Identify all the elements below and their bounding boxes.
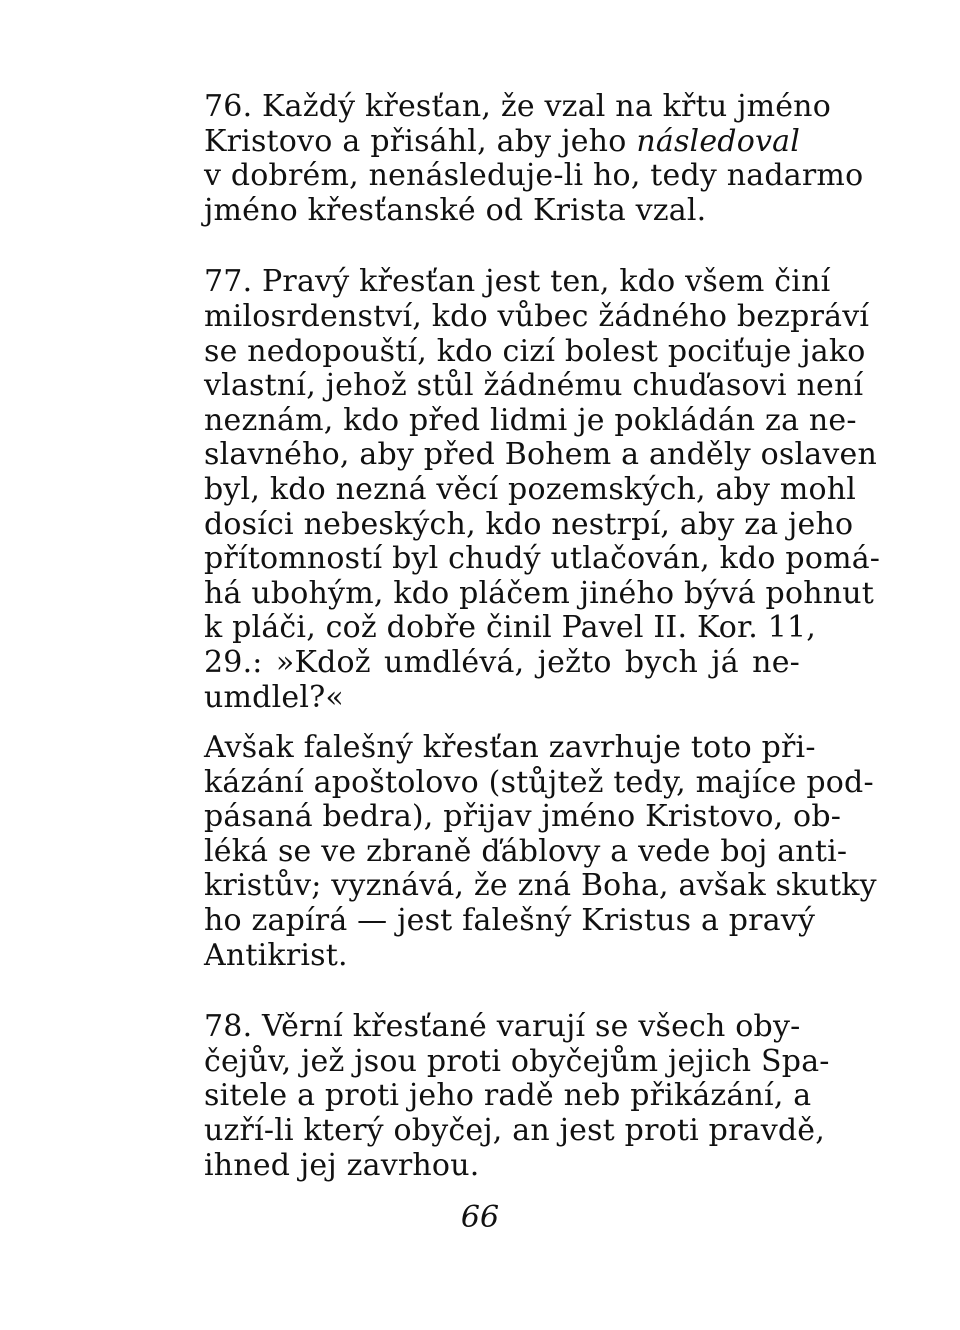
- text-line: há ubohým, kdo pláčem jiného bývá pohnut: [204, 575, 875, 611]
- text-line: přítomností byl chudý utlačován, kdo pomá-: [204, 541, 881, 577]
- page-text-column: [158, 89, 881, 1183]
- text-line: milosrdenství, kdo vůbec žádného bezpráví: [204, 298, 870, 334]
- text-line: kristův; vyznává, že zná Boha, avšak skutky: [204, 868, 877, 904]
- text-line: 76. Každý křesťan, že vzal na křtu jméno: [204, 89, 831, 124]
- text-line: kázání apoštolovo (stůjtež tedy, majíce pod-: [204, 764, 874, 800]
- paragraph-avsak: [158, 730, 877, 973]
- text-line: umdlel?«: [204, 679, 344, 715]
- text-line: ihned jej zavrhou.: [204, 1147, 480, 1183]
- text-line: Kristovo a přisáhl, aby jeho následoval: [204, 123, 800, 159]
- text-line: v dobrém, nenásleduje-li ho, tedy nadarmo: [204, 158, 864, 194]
- text-line: ho zapírá — jest falešný Kristus a pravý: [204, 903, 816, 939]
- paragraph-77: [158, 264, 881, 715]
- text-line: Antikrist.: [204, 937, 348, 973]
- paragraph-76: [158, 89, 864, 228]
- text-line: dosíci nebeských, kdo nestrpí, aby za jeho: [204, 506, 854, 542]
- text-line: slavného, aby před Bohem a anděly oslaven: [204, 437, 877, 473]
- text-line: pásaná bedra), přijav jméno Kristovo, ob-: [204, 799, 842, 835]
- text-line: k pláči, což dobře činil Pavel II. Kor. 11,: [204, 610, 817, 646]
- text-line: čejův, jež jsou proti obyčejům jejich Spa-: [204, 1043, 830, 1079]
- emphasized-word: následoval: [636, 123, 800, 159]
- text-line: 29.: »Kdož umdlévá, ježto bych já ne-: [204, 644, 800, 680]
- text-line: léká se ve zbraně ďáblovy a vede boj anti-: [204, 833, 848, 869]
- text-line: se nedopouští, kdo cizí bolest pociťuje jako: [204, 333, 866, 369]
- text-line: neznám, kdo před lidmi je pokládán za ne-: [204, 402, 857, 438]
- text-line: uzří-li který obyčej, an jest proti pravdě,: [204, 1113, 825, 1149]
- page-number: 66: [460, 1200, 500, 1235]
- text-line: sitele a proti jeho radě neb přikázání, a: [204, 1078, 812, 1114]
- text-line: 78. Věrní křesťané varují se všech oby-: [204, 1009, 801, 1045]
- text-line: jméno křesťanské od Krista vzal.: [204, 192, 707, 228]
- text-line: vlastní, jehož stůl žádnému chuďasovi není: [204, 368, 864, 404]
- text-line: byl, kdo nezná věcí pozemských, aby mohl: [204, 471, 857, 507]
- text-line: 77. Pravý křesťan jest ten, kdo všem činí: [204, 264, 831, 300]
- paragraph-78: [158, 1009, 830, 1183]
- text-line: Avšak falešný křesťan zavrhuje toto při-: [204, 730, 816, 766]
